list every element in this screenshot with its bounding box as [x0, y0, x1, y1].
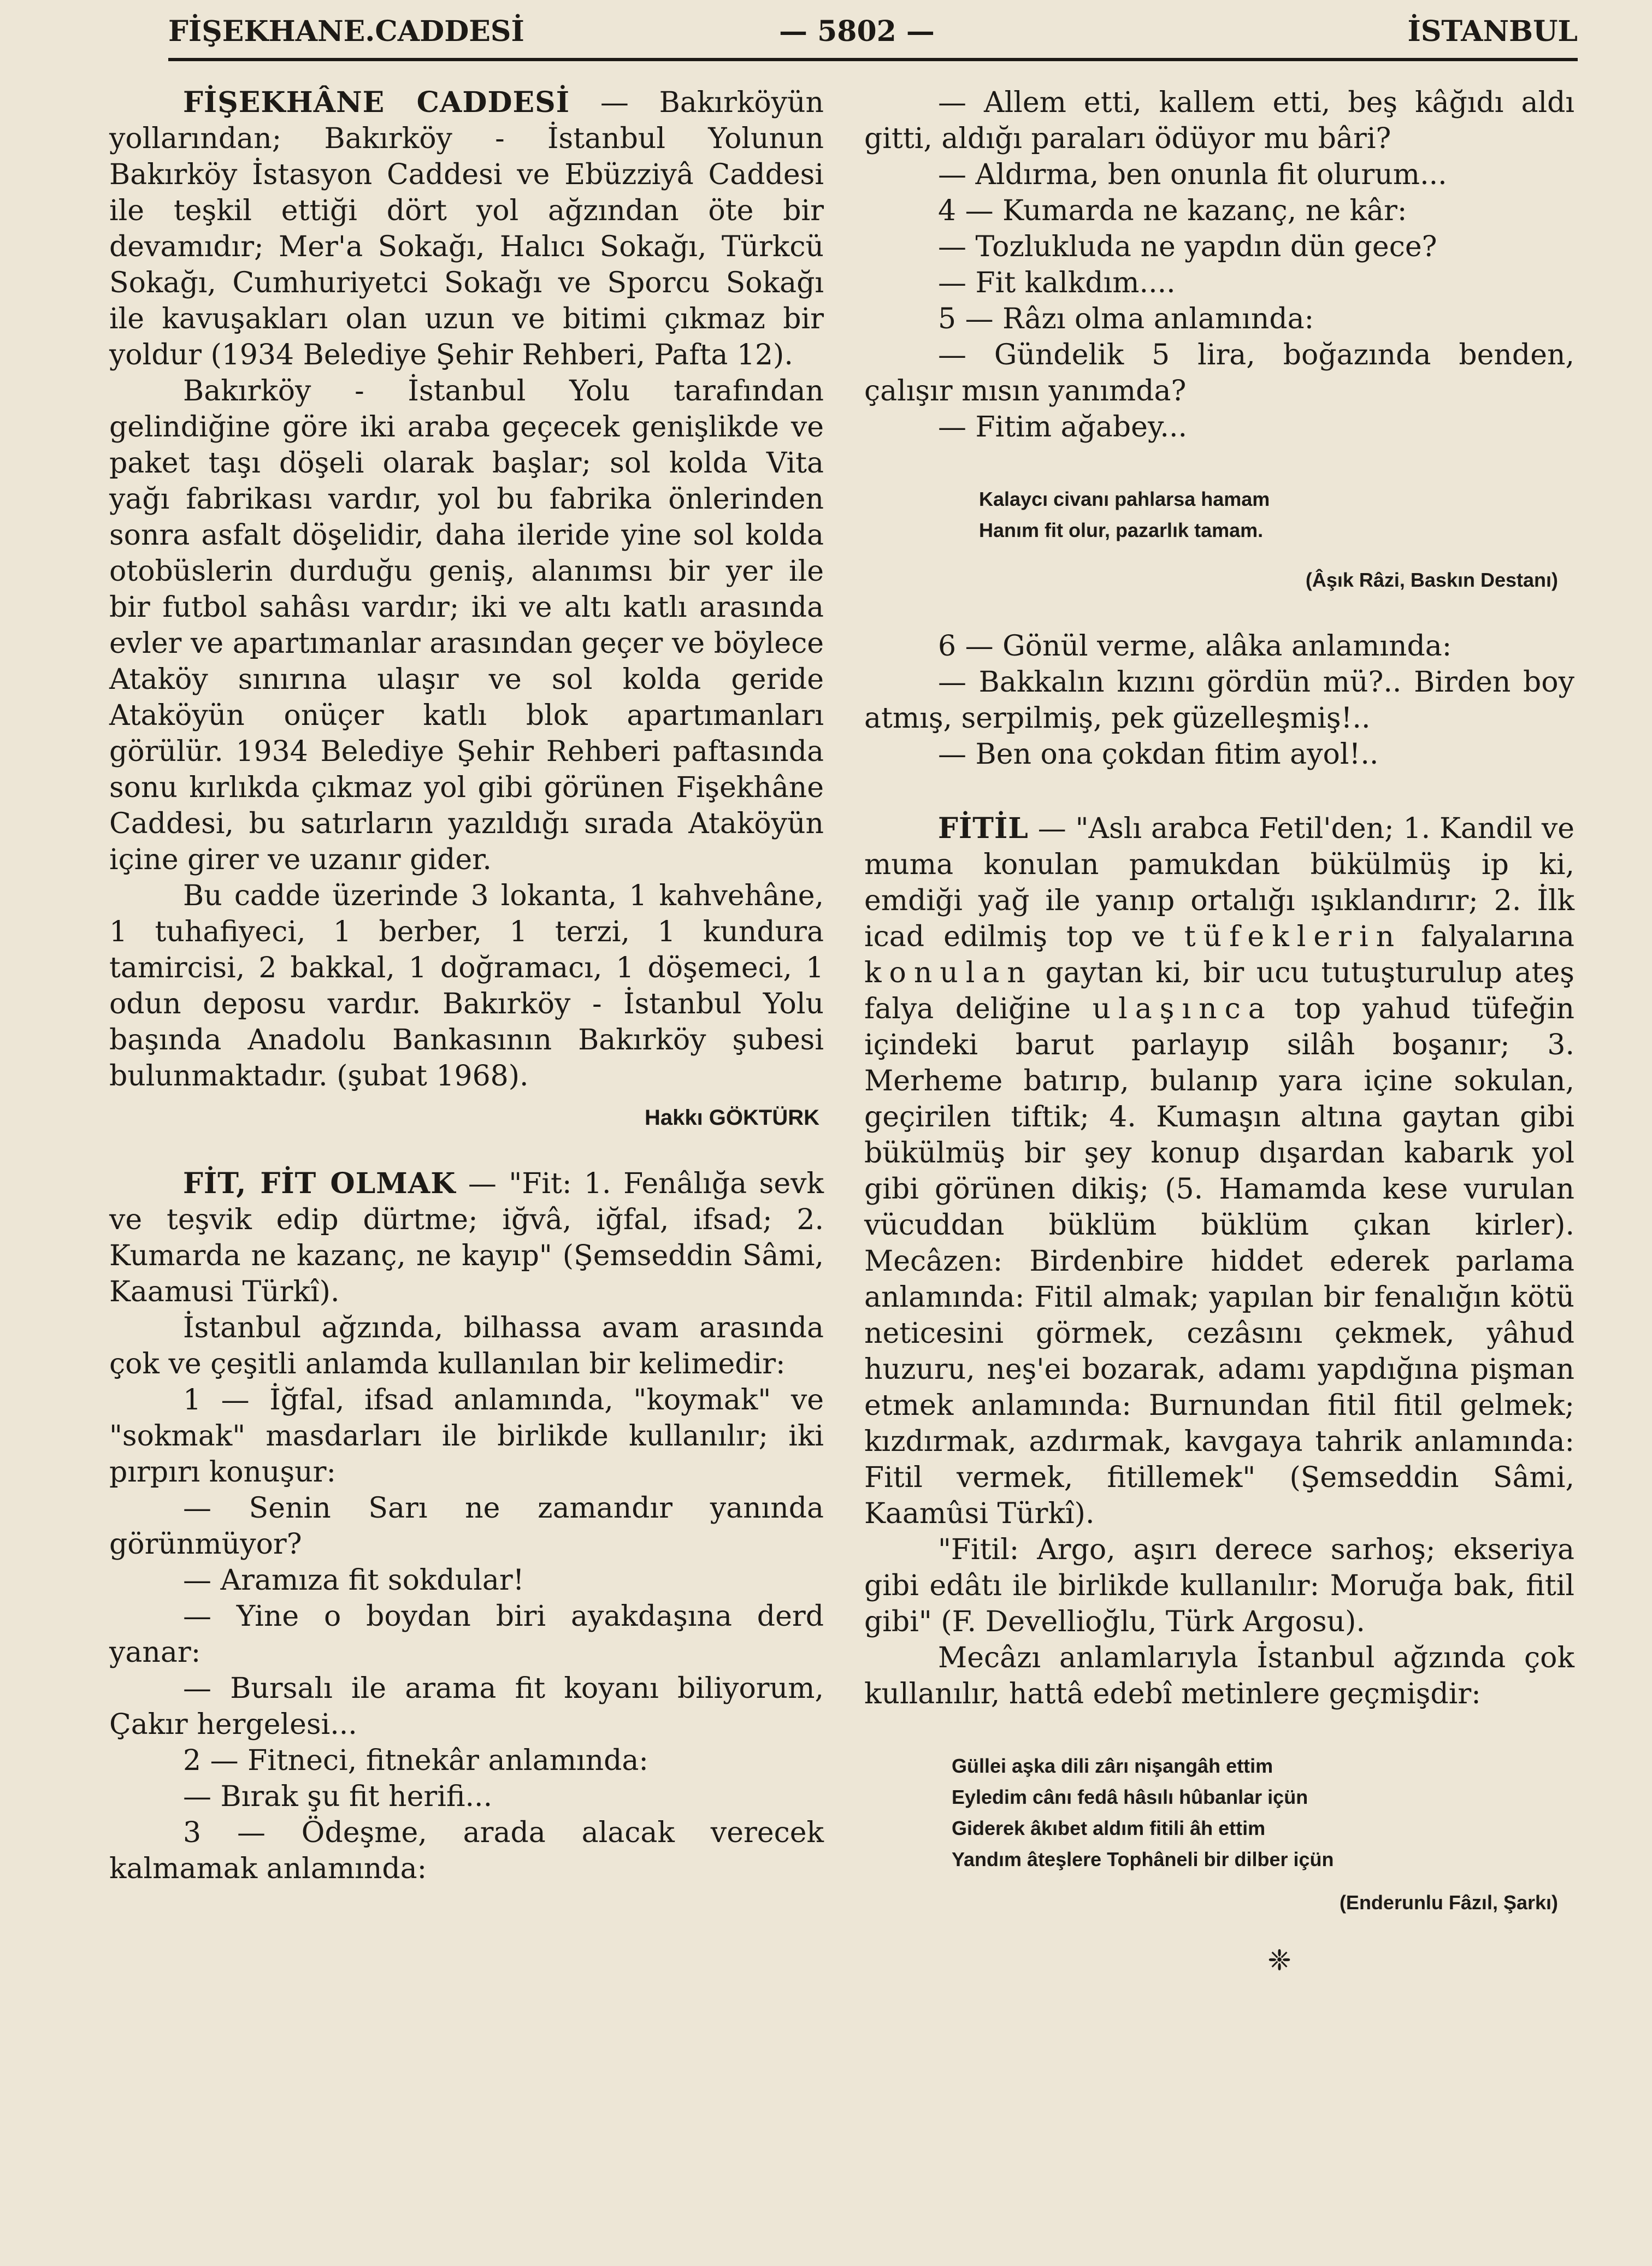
sense: 5 — Râzı olma anlamında:	[938, 303, 1314, 335]
entry-fitil-intro	[864, 811, 1574, 1532]
headword-fitil: FİTİL	[938, 812, 1029, 845]
sense: 3 — Ödeşme, arada alacak verecek kalmamak anlamında:	[109, 1816, 824, 1885]
entry-text: — "Aslı arabca Fetil'den; 1. Kandil ve muma konulan pamukdan bükülmüş ip ki, emdiği yağ ile yanıp ortalığı ışıklandırır; 2. İlk icad edilmiş top ve	[864, 812, 1574, 953]
entry-text: — Bakırköyün yollarından; Bakırköy - İstanbul Yolunun Bakırköy İstasyon Caddesi ve Ebüzziyâ Caddesi ile teşkil ettiği dört yol ağzından öte bir devamıdır; Mer'a Sokağı, Halıcı Sokağı, Türkcü Sokağı, Cumhuriyetci Sokağı ve Sporcu Sokağı ile kavuşakları olan uzun ve bitimi çıkmaz bir yoldur (1934 Belediye Şehir Rehberi, Pafta 12).	[109, 86, 824, 371]
page-number: — 5802 —	[779, 15, 935, 48]
verse-line: Yandım âteşlere Tophâneli bir dilber içün	[952, 1848, 1334, 1870]
dialogue-line: — Senin Sarı ne zamandır yanında görünmüyor?	[109, 1492, 824, 1561]
dialogue-line: — Fitim ağabey...	[938, 411, 1188, 444]
dialogue-line: — Tozlukluda ne yapdın dün gece?	[938, 231, 1437, 263]
verse-line: Eyledim cânı fedâ hâsılı hûbanlar içün	[952, 1786, 1308, 1808]
verse-line: Kalaycı civanı pahlarsa hamam	[979, 488, 1270, 510]
verse-quote-2	[952, 1750, 1574, 1875]
verse-source: (Âşık Râzi, Baskın Destanı)	[1305, 569, 1558, 591]
paragraph: Bakırköy - İstanbul Yolu tarafından gelindiğine göre iki araba geçecek genişlikde ve paket taşı döşeli olarak başlar; sol kolda Vita yağı fabrikası vardır, yol bu fabrika önlerinden sonra asfalt döşelidir, daha ileride yine sol kolda otobüslerin durduğu geniş, alanımsı bir yer ile bir futbol sahâsı vardır; iki ve altı katlı arasında evler ve apartımanlar arasından geçer ve böylece Ataköy sınırına ulaşır ve sol kolda geride Ataköyün onüçer katlı blok apartımanları görülür. 1934 Belediye Şehir Rehberi paftasında sonu kırlıkda çıkmaz yol gibi görünen Fişekhâne Caddesi, bu satırların yazıldığı sırada Ataköyün içine girer ve uzanır gider.	[109, 375, 824, 876]
sense: 4 — Kumarda ne kazanç, ne kâr:	[938, 194, 1407, 227]
author-signature: Hakkı GÖKTÜRK	[644, 1106, 819, 1130]
headword-fisekhane: FİŞEKHÂNE CADDESİ	[183, 86, 570, 119]
dialogue-line: — Aldırma, ben onunla fit olurum...	[938, 158, 1447, 191]
spaced-word: ulaşınca	[1092, 993, 1273, 1025]
entry-text: gaytan ki, bir ucu tutuşturulup ateş falya deliğine	[864, 957, 1574, 1025]
dialogue-line: — Aramıza fit sokdular!	[183, 1564, 524, 1597]
sense: 6 — Gönül verme, alâka anlamında:	[938, 630, 1452, 663]
spaced-word: tüfeklerin	[1184, 920, 1402, 953]
spaced-word: konulan	[864, 957, 1033, 989]
dialogue-line: — Ben ona çokdan fitim ayol!..	[938, 738, 1379, 771]
dialogue-line: — Bakkalın kızını gördün mü?.. Birden boy atmış, serpilmiş, pek güzelleşmiş!..	[864, 666, 1574, 735]
sense: 1 — İğfal, ifsad anlamında, "koymak" ve "sokmak" masdarları ile birlikde kullanılır; iki pırpırı konuşur:	[109, 1384, 824, 1489]
paragraph: İstanbul ağzında, bilhassa avam arasında çok ve çeşitli anlamda kullanılan bir kelimedir:	[109, 1312, 824, 1380]
running-head-left: FİŞEKHANE.CADDESİ	[168, 15, 524, 48]
entry-text: — "Fit: 1. Fenâlığa sevk ve teşvik edip dürtme; iğvâ, iğfal, ifsad; 2. Kumarda ne kazanç, ne kayıp" (Şemseddin Sâmi, Kaamusi Türkî).	[109, 1167, 824, 1308]
dialogue-line: — Fit kalkdım....	[938, 267, 1176, 299]
verse-line: Güllei aşka dili zârı nişangâh ettim	[952, 1755, 1273, 1777]
paragraph: Mecâzı anlamlarıyla İstanbul ağzında çok kullanılır, hattâ edebî metinlere geçmişdir:	[864, 1642, 1574, 1710]
verse-line: Hanım fit olur, pazarlık tamam.	[979, 519, 1264, 541]
entry-text: top yahud tüfeğin içindeki barut parlayıp silâh boşanır; 3. Merheme batırıp, bulanıp yara içine sokulan, geçirilen tiftik; 4. Kumaşın altına gaytan gibi bükülmüş bir şey konup dışardan kabarık yol gibi görünen dikiş; (5. Hamamda kese vurulan vücuddan büklüm büklüm çıkan kirler). Mecâzen: Birdenbire hiddet ederek parlama anlamında: Fitil almak; yapılan bir fenalığın kötü neticesini görmek, cezâsını çekmek, yâhud huzuru, neş'ei bozarak, adamı yapdığına pişman etmek anlamında: Burnundan fitil fitil gelmek; kızdırmak, azdırmak, kavgaya tahrik anlamında: Fitil vermek, fitillemek" (Şemseddin Sâmi, Kaamûsi Türkî).	[864, 993, 1574, 1530]
paragraph: Bu cadde üzerinde 3 lokanta, 1 kahvehâne, 1 tuhafiyeci, 1 berber, 1 terzi, 1 kundura tamircisi, 2 bakkal, 1 doğramacı, 1 döşemeci, 1 odun deposu vardır. Bakırköy - İstanbul Yolu başında Anadolu Bankasının Bakırköy şubesi bulunmaktadır. (şubat 1968).	[109, 880, 824, 1093]
verse-source: (Enderunlu Fâzıl, Şarkı)	[1339, 1891, 1558, 1914]
dialogue-line: — Yine o boydan biri ayakdaşına derd yanar:	[109, 1600, 824, 1669]
headword-fit: FİT, FİT OLMAK	[183, 1167, 456, 1200]
dialogue-line: — Bırak şu fit herifi...	[183, 1780, 493, 1813]
verse-line: Giderek âkıbet aldım fitili âh ettim	[952, 1817, 1266, 1839]
verse-quote-1	[979, 483, 1574, 546]
left-column	[109, 85, 824, 1887]
dialogue-line: — Gündelik 5 lira, boğazında benden, çalışır mısın yanımda?	[864, 339, 1574, 408]
entry-fit-intro	[109, 1166, 824, 1310]
entry-fisekhane-intro	[109, 85, 824, 373]
dialogue-line: — Allem etti, kallem etti, beş kâğıdı aldı gitti, aldığı paraları ödüyor mu bâri?	[864, 86, 1574, 155]
running-head-right: İSTANBUL	[1407, 15, 1578, 48]
dialogue-line: — Bursalı ile arama fit koyanı biliyorum, Çakır hergelesi...	[109, 1672, 824, 1741]
entry-text: falyalarına	[1402, 920, 1575, 953]
sense: 2 — Fitneci, fitnekâr anlamında:	[183, 1744, 648, 1777]
paragraph: "Fitil: Argo, aşırı derece sarhoş; ekseriya gibi edâtı ile birlikde kullanılır: Moruğa bak, fitil gibi" (F. Devellioğlu, Türk Argosu).	[864, 1533, 1574, 1638]
ornament-star-icon: ❈	[1267, 1944, 1291, 1977]
page-header	[168, 8, 1578, 61]
right-column	[864, 85, 1574, 1979]
